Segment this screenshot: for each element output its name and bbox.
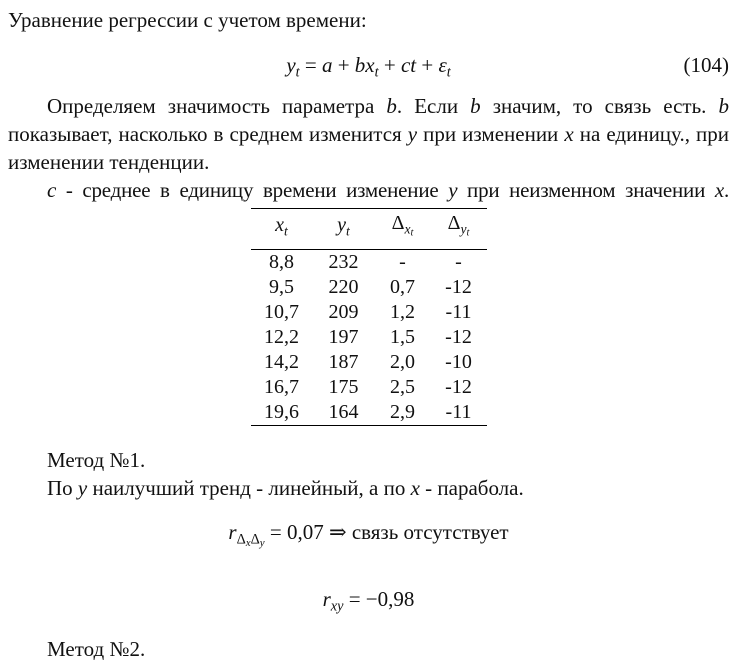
table-row (251, 350, 487, 375)
text-segment: Δ (391, 212, 405, 234)
text-segment: x (564, 122, 574, 146)
text-segment: x (245, 537, 251, 550)
text-segment: ε (438, 53, 447, 77)
text-segment: y (460, 221, 467, 237)
text-segment: + (378, 53, 401, 77)
table-head (251, 209, 487, 250)
paragraph-c-meaning (8, 176, 729, 204)
text-segment: . (723, 178, 730, 202)
equation-number: (104) (683, 53, 729, 77)
table-cell: 8,8 (269, 251, 294, 274)
text-segment: - парабола. (419, 476, 524, 501)
text-segment: x (404, 221, 411, 237)
table-cell: -12 (445, 376, 472, 399)
text-segment: t (410, 227, 414, 239)
text-segment: x (275, 214, 285, 237)
table-cell: -10 (445, 351, 472, 374)
text-segment: y (448, 178, 458, 202)
table-cell: -11 (445, 401, 472, 424)
table-cell: 164 (328, 401, 359, 424)
text-segment: x (714, 178, 724, 202)
text-segment: b (386, 94, 397, 118)
text-segment: на единицу., при изменении тенденции. (8, 122, 729, 174)
data-table (251, 208, 487, 426)
regression-equation (286, 53, 451, 81)
table-cell: -12 (445, 326, 472, 349)
table-cell: 16,7 (264, 376, 299, 399)
text-segment: Определяем значимость параметра (47, 94, 387, 118)
text-segment: + (416, 53, 439, 77)
text-segment: y (259, 537, 265, 550)
table-cell: 232 (328, 251, 359, 274)
text-segment: при изменении (417, 122, 565, 146)
paragraph-trend (8, 474, 729, 502)
table-row (251, 375, 487, 400)
table-cell: -12 (445, 276, 472, 299)
text-segment: . Если (396, 94, 471, 118)
table-cell: 9,5 (269, 276, 294, 299)
text-segment: Δ (447, 212, 461, 234)
regression-equation-row (8, 50, 729, 80)
method2-label: Метод №2. (47, 636, 146, 661)
table-cell: 12,2 (264, 326, 299, 349)
text-segment: y (77, 476, 88, 501)
heading: Уравнение регрессии с учетом времени: (8, 8, 367, 32)
table-cell: 220 (328, 276, 359, 299)
table-cell: 175 (328, 376, 359, 399)
formula-r-xy (8, 585, 729, 621)
table-header-delta-xt (375, 209, 431, 250)
text-segment: r (322, 587, 331, 612)
text-segment: - среднее в единицу времени изменение (56, 178, 449, 202)
text-segment: y (286, 53, 296, 77)
text-segment: xy (330, 598, 344, 615)
text-segment: + (332, 53, 355, 77)
table-cell: 14,2 (264, 351, 299, 374)
text-segment: y (407, 122, 418, 146)
table-header-yt (313, 209, 375, 250)
text-segment: = −0,98 (343, 587, 415, 612)
method1-label: Метод №1. (47, 448, 146, 473)
text-segment: t (295, 64, 300, 81)
table-cell: 2,5 (390, 376, 415, 399)
text-segment: По (47, 476, 78, 501)
table-header-delta-yt (431, 209, 487, 250)
text-segment: Δ (236, 532, 246, 548)
text-segment: t (346, 223, 350, 239)
table-header-row (251, 209, 487, 250)
table-cell: 10,7 (264, 301, 299, 324)
table-row (251, 300, 487, 325)
text-segment: x (410, 476, 420, 501)
table-cell: 0,7 (390, 276, 415, 299)
formula-r-delta (8, 518, 729, 557)
table-cell: 1,5 (390, 326, 415, 349)
text-segment: c (47, 178, 57, 202)
table-header-xt (251, 209, 313, 250)
table-cell: 187 (328, 351, 359, 374)
text-segment: t (374, 64, 379, 81)
text-segment: t (466, 227, 470, 239)
text-segment: ct (400, 53, 417, 77)
text-segment: b (718, 94, 729, 118)
text-segment: показывает, насколько в среднем изменится (8, 122, 408, 146)
table-cell: - (455, 251, 462, 274)
table-cell: -11 (445, 301, 472, 324)
table-cell: 209 (328, 301, 359, 324)
text-segment: значим, то связь есть. (480, 94, 719, 118)
text-segment: a (321, 53, 333, 77)
table-cell: - (399, 251, 406, 274)
text-segment: y (337, 214, 347, 237)
table-cell: 1,2 (390, 301, 415, 324)
table-body (251, 250, 487, 426)
table-cell: 2,9 (390, 401, 415, 424)
table-row (251, 250, 487, 276)
text-segment: bx (354, 53, 375, 77)
text-segment: r (228, 520, 237, 545)
table-cell: 197 (328, 326, 359, 349)
table-cell: 19,6 (264, 401, 299, 424)
table-row (251, 325, 487, 350)
text-segment: b (470, 94, 481, 118)
text-segment: наилучший тренд - линейный, а по (87, 476, 411, 501)
text-segment: = (299, 53, 322, 77)
text-segment: t (446, 64, 451, 81)
text-segment: t (284, 223, 288, 239)
text-segment: = 0,07 ⇒ связь отсутствует (264, 520, 509, 545)
text-segment: Δ (250, 532, 260, 548)
table-row (251, 275, 487, 300)
table-row (251, 400, 487, 426)
paragraph-significance (8, 92, 729, 176)
table-cell: 2,0 (390, 351, 415, 374)
text-segment: при неизменном значении (457, 178, 715, 202)
